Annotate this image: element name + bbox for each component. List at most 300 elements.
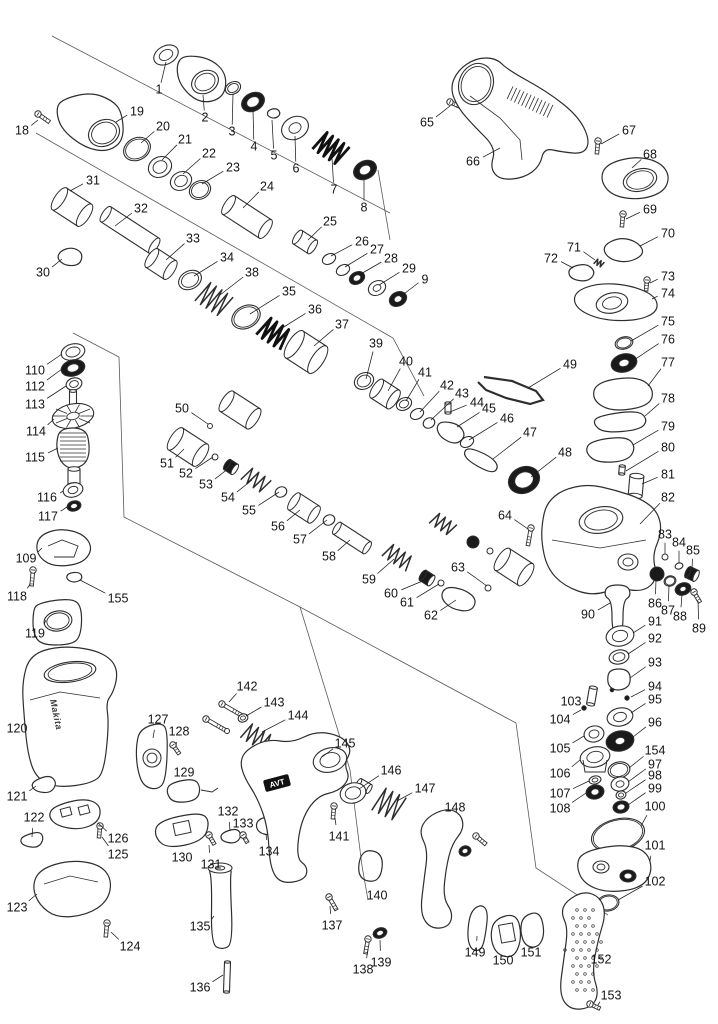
- part-number-label: 73: [661, 269, 675, 284]
- screw-148a: [471, 831, 488, 846]
- part-number-label: 59: [362, 572, 376, 587]
- ring-8: [350, 156, 380, 183]
- ring-57: [321, 513, 336, 527]
- ring-99: [612, 799, 630, 814]
- clutch-106: [578, 744, 612, 770]
- part-number-label: 139: [370, 955, 392, 970]
- part-number-label: 122: [23, 810, 45, 825]
- controller-129: [167, 780, 199, 802]
- cylinder-63a: [491, 546, 537, 588]
- callout-57: [293, 520, 327, 547]
- screw-73: [643, 277, 651, 292]
- part-number-label: 155: [107, 591, 129, 606]
- callout-95: [631, 693, 662, 714]
- screw-89: [690, 588, 703, 604]
- part-number-label: 150: [492, 953, 514, 968]
- callout-96: [633, 716, 662, 738]
- plug-53: [222, 458, 240, 475]
- callout-117: [38, 507, 67, 524]
- callout-4: [251, 110, 258, 154]
- callout-103: [561, 695, 582, 709]
- callout-89: [692, 601, 706, 636]
- bearing-105: [583, 724, 606, 744]
- part-number-label: 98: [648, 768, 662, 783]
- callout-136: [190, 975, 223, 995]
- callout-78: [645, 392, 675, 417]
- callout-23: [202, 161, 240, 185]
- bracket-127-hole: [143, 749, 161, 767]
- pin-80: [619, 465, 626, 476]
- part-number-label: 76: [661, 332, 675, 347]
- knob-86: [650, 567, 664, 581]
- strip-149: [468, 906, 487, 951]
- callout-70: [640, 227, 675, 247]
- part-number-label: 133: [232, 816, 254, 831]
- construction-line: [73, 333, 608, 915]
- part-number-label: 153: [600, 988, 622, 1003]
- part-number-label: 80: [661, 440, 675, 455]
- spring-54: [241, 466, 272, 494]
- rod-136: [223, 961, 230, 993]
- callout-110: [25, 354, 62, 378]
- part-number-label: 148: [444, 800, 466, 815]
- part-number-label: 62: [424, 608, 438, 623]
- part-number-label: 146: [380, 763, 402, 778]
- part-number-label: 126: [107, 831, 129, 846]
- part-number-label: 135: [189, 919, 211, 934]
- part-number-label: 83: [658, 527, 672, 542]
- callout-63: [451, 561, 487, 587]
- callout-38: [220, 266, 259, 296]
- part-number-label: 28: [384, 251, 398, 266]
- part-number-label: 103: [560, 694, 582, 709]
- cover-101-hole1: [593, 861, 609, 873]
- plug-60: [418, 569, 437, 587]
- part-number-label: 95: [648, 692, 662, 707]
- part-number-label: 142: [236, 679, 258, 694]
- side-grip-135: [210, 866, 232, 949]
- part-number-label: 144: [287, 708, 309, 723]
- part-number-label: 131: [200, 857, 222, 872]
- part-number-label: 50: [175, 401, 189, 416]
- part-number-label: 19: [130, 104, 144, 119]
- callout-81: [642, 468, 675, 485]
- callout-105: [550, 736, 584, 756]
- callout-56: [271, 510, 300, 534]
- gear-96: [604, 728, 636, 753]
- rod-47: [465, 449, 498, 472]
- svg-text:Makita: Makita: [48, 698, 65, 731]
- callout-64: [498, 509, 528, 530]
- shaft-58: [331, 521, 373, 555]
- bearing-112: [59, 357, 86, 379]
- disc-88: [673, 581, 692, 598]
- spring-59: [382, 543, 414, 572]
- ring-21: [145, 153, 176, 182]
- screw-118: [28, 567, 36, 587]
- part-number-label: 138: [352, 962, 374, 977]
- part-number-label: 141: [328, 829, 350, 844]
- screw-133: [239, 831, 251, 845]
- washer-29: [366, 278, 388, 299]
- cylinder-50a: [216, 389, 264, 432]
- callout-1: [156, 62, 166, 97]
- clip-30: [58, 248, 82, 265]
- callout-93: [630, 656, 662, 679]
- ring-75: [614, 335, 634, 351]
- part-number-label: 7: [330, 182, 338, 197]
- part-number-label: 21: [178, 132, 192, 147]
- ring-84: [674, 562, 684, 570]
- screw-69: [619, 211, 627, 228]
- callout-142: [229, 680, 257, 703]
- part-number-label: 100: [644, 799, 666, 814]
- part-number-label: 85: [686, 543, 700, 558]
- boot-147: [372, 787, 407, 822]
- part-number-label: 25: [323, 214, 337, 229]
- callout-58: [322, 540, 350, 564]
- washer-139: [372, 926, 389, 940]
- callout-147: [397, 782, 435, 802]
- crank-housing-82: [542, 486, 661, 594]
- ring-34: [175, 266, 205, 293]
- part-number-label: 22: [202, 146, 216, 161]
- part-number-label: 147: [414, 781, 436, 796]
- part-number-label: 45: [482, 401, 496, 416]
- screw-124: [103, 920, 111, 938]
- callout-8: [361, 180, 368, 215]
- pin-103: [586, 685, 597, 706]
- part-number-label: 36: [308, 302, 322, 317]
- housing-82-boss: [618, 554, 638, 570]
- spring-7: [312, 131, 349, 166]
- bearing-116: [62, 481, 85, 500]
- callout-116: [37, 491, 63, 505]
- part-number-label: 63: [451, 560, 465, 575]
- callout-104: [550, 710, 581, 727]
- callout-18: [15, 120, 38, 138]
- part-number-label: 51: [160, 456, 174, 471]
- part-number-label: 84: [672, 535, 686, 550]
- part-number-label: 143: [263, 695, 285, 710]
- callout-121: [7, 786, 36, 804]
- part-number-label: 56: [271, 519, 285, 534]
- part-number-label: 41: [418, 365, 432, 380]
- callout-22: [183, 147, 216, 175]
- callout-34: [194, 251, 234, 277]
- callout-62: [424, 600, 456, 623]
- part-number-label: 3: [228, 124, 236, 139]
- part-number-label: 58: [322, 549, 336, 564]
- svg-text:AVT: AVT: [268, 777, 286, 790]
- part-number-label: 123: [6, 900, 28, 915]
- callout-140: [367, 889, 388, 903]
- callout-106: [550, 760, 580, 781]
- part-number-label: 82: [661, 490, 675, 505]
- callout-59: [362, 559, 394, 587]
- callout-114: [26, 419, 54, 439]
- callout-53: [199, 468, 229, 492]
- spring-38: [195, 281, 233, 317]
- part-number-label: 1: [155, 82, 163, 97]
- callout-41: [406, 366, 432, 402]
- wire-129: [201, 788, 218, 792]
- part-number-label: 30: [36, 265, 50, 280]
- callout-74: [652, 287, 675, 301]
- spring-36: [256, 316, 291, 350]
- callout-31: [70, 174, 100, 192]
- ring-28: [347, 269, 367, 287]
- part-number-label: 107: [549, 786, 571, 801]
- part-number-label: 20: [156, 119, 170, 134]
- cover-101: [578, 846, 651, 892]
- ring-55: [273, 485, 288, 499]
- callout-120: [7, 722, 28, 736]
- callout-123: [7, 894, 37, 915]
- ring-43: [421, 416, 436, 430]
- switch-151: [521, 913, 544, 947]
- handle-148: [421, 810, 463, 928]
- callout-90: [581, 603, 610, 622]
- part-number-label: 44: [470, 395, 484, 410]
- part-number-label: 145: [334, 736, 356, 751]
- part-number-label: 40: [399, 354, 413, 369]
- baffle-109: [37, 530, 91, 566]
- switch-130: [173, 820, 191, 835]
- part-number-label: 124: [119, 939, 141, 954]
- callout-143: [246, 696, 284, 717]
- part-number-label: 4: [250, 139, 258, 154]
- part-number-label: 108: [549, 801, 571, 816]
- part-number-label: 151: [520, 945, 542, 960]
- callout-50: [175, 402, 208, 425]
- plug-59b: [467, 536, 479, 548]
- ring-1: [150, 41, 181, 69]
- part-number-label: 78: [661, 391, 675, 406]
- ring-50: [208, 424, 213, 429]
- callout-153: [598, 989, 621, 1006]
- bearing-108: [585, 783, 606, 800]
- part-number-label: 97: [648, 757, 662, 772]
- part-number-label: 27: [370, 242, 384, 257]
- washer-148b: [458, 844, 473, 858]
- part-number-label: 39: [369, 336, 383, 351]
- callout-139: [371, 940, 392, 970]
- callout-84: [672, 536, 686, 564]
- wedge-72: [569, 265, 594, 281]
- screw-131: [205, 831, 218, 846]
- muzzle-32: [48, 185, 96, 229]
- part-number-label: 154: [644, 743, 666, 758]
- construction-line: [378, 170, 390, 240]
- part-number-label: 87: [661, 603, 675, 618]
- callout-152: [591, 953, 612, 967]
- screw-137: [325, 893, 340, 912]
- part-number-label: 134: [258, 844, 280, 859]
- part-number-label: 31: [86, 173, 100, 188]
- part-number-label: 74: [661, 286, 675, 301]
- part-number-label: 64: [498, 508, 512, 523]
- ring-59c: [487, 548, 493, 554]
- part-number-label: 75: [661, 314, 675, 329]
- callout-5: [271, 120, 278, 163]
- part-number-label: 149: [464, 945, 486, 960]
- callout-129: [174, 766, 195, 780]
- part-number-label: 129: [173, 765, 195, 780]
- bearing-117: [66, 499, 82, 512]
- part-number-label: 101: [644, 838, 666, 853]
- ring-20: [119, 133, 154, 166]
- part-number-label: 79: [661, 419, 675, 434]
- part-number-label: 38: [245, 265, 259, 280]
- part-number-label: 9: [421, 272, 429, 287]
- callout-3: [229, 94, 236, 139]
- part-number-label: 117: [38, 509, 58, 524]
- screw-128: [169, 741, 182, 756]
- bracket-78: [594, 412, 645, 432]
- part-number-label: 130: [171, 850, 193, 865]
- callout-48: [531, 446, 572, 478]
- part-number-label: 37: [335, 317, 349, 332]
- part-number-label: 35: [282, 284, 296, 299]
- part-number-label: 121: [6, 789, 28, 804]
- part-number-label: 86: [648, 596, 662, 611]
- lock-nut-37: [280, 328, 331, 377]
- part-number-label: 89: [692, 621, 706, 636]
- brush-holder-126: [50, 800, 100, 829]
- callout-33: [166, 232, 200, 261]
- holder-70: [604, 239, 642, 262]
- pin-104: [582, 706, 586, 710]
- part-number-label: 60: [384, 586, 398, 601]
- washer-107: [588, 775, 601, 785]
- part-number-label: 109: [15, 551, 37, 566]
- part-number-label: 88: [673, 609, 687, 624]
- part-number-label: 5: [270, 148, 278, 163]
- nut-98: [615, 790, 626, 800]
- bearing-9: [387, 289, 409, 310]
- part-number-label: 57: [293, 532, 307, 547]
- cylinder-56: [285, 491, 322, 525]
- callout-100: [641, 800, 665, 827]
- callout-46: [469, 412, 514, 441]
- callout-133: [233, 817, 254, 831]
- screw-67: [594, 138, 602, 155]
- part-number-label: 125: [107, 847, 129, 862]
- gasket-77: [594, 378, 653, 410]
- callout-71: [567, 241, 595, 261]
- callout-49: [528, 358, 577, 389]
- part-number-label: 55: [242, 503, 256, 518]
- part-number-label: 61: [400, 595, 414, 610]
- solenoid-62: [442, 587, 475, 610]
- callout-65: [420, 106, 450, 130]
- part-number-label: 106: [549, 766, 571, 781]
- knob-121: [32, 777, 55, 793]
- callout-73: [650, 270, 675, 284]
- callout-135: [190, 916, 214, 934]
- part-number-label: 136: [189, 980, 211, 995]
- part-number-label: 110: [25, 363, 45, 378]
- part-number-label: 92: [648, 631, 662, 646]
- barrel-32: [98, 205, 162, 255]
- part-number-label: 29: [402, 261, 416, 276]
- lever-132: [221, 830, 241, 843]
- part-number-label: 118: [7, 589, 27, 604]
- ring-63: [485, 585, 491, 591]
- washer-35: [228, 300, 265, 334]
- part-number-label: 112: [25, 379, 45, 394]
- part-number-label: 65: [420, 115, 434, 130]
- armature-115: [57, 428, 89, 468]
- callout-141: [329, 818, 350, 844]
- part-number-label: 54: [221, 490, 235, 505]
- callout-124: [111, 932, 140, 954]
- part-number-label: 8: [360, 200, 368, 215]
- pin-94: [625, 696, 629, 700]
- part-number-label: 94: [648, 679, 662, 694]
- callout-21: [162, 133, 192, 161]
- part-number-label: 114: [26, 424, 46, 439]
- part-number-label: 43: [455, 386, 469, 401]
- washer-143b: [225, 729, 230, 734]
- callout-88: [673, 594, 687, 624]
- bearing-91: [604, 623, 636, 648]
- part-number-label: 26: [355, 234, 369, 249]
- spring-71: [594, 258, 605, 267]
- callout-67: [601, 124, 636, 145]
- part-number-label: 119: [25, 626, 45, 641]
- cover-101-hole2: [620, 870, 636, 882]
- part-number-label: 77: [661, 355, 675, 370]
- gear-76: [609, 351, 639, 375]
- callout-155: [80, 580, 128, 606]
- callout-118: [7, 584, 30, 604]
- part-number-label: 137: [321, 918, 343, 933]
- callout-85: [686, 544, 700, 571]
- callout-115: [25, 448, 58, 465]
- part-number-label: 52: [179, 466, 193, 481]
- callout-131: [201, 845, 222, 872]
- spring-59a: [429, 512, 457, 537]
- callout-35: [250, 285, 296, 315]
- gear-95: [605, 705, 634, 728]
- part-number-label: 72: [544, 251, 558, 266]
- bracket-79: [587, 438, 634, 462]
- part-number-label: 93: [648, 655, 662, 670]
- part-number-label: 33: [186, 231, 200, 246]
- callout-20: [141, 120, 170, 144]
- part-number-label: 115: [25, 450, 45, 465]
- part-number-label: 24: [260, 179, 274, 194]
- part-number-label: 2: [201, 110, 209, 125]
- callout-137: [322, 906, 343, 933]
- part-number-label: 96: [648, 715, 662, 730]
- callout-150: [493, 954, 514, 968]
- part-number-label: 104: [549, 712, 571, 727]
- clip-5: [267, 109, 279, 118]
- sleeve-93: [608, 669, 630, 690]
- pin-94a: [610, 688, 614, 692]
- washer-97: [610, 775, 631, 792]
- part-number-label: 113: [25, 397, 45, 412]
- callout-83: [658, 528, 672, 555]
- callout-36: [279, 303, 322, 331]
- part-number-label: 105: [549, 741, 571, 756]
- part-number-label: 47: [523, 425, 537, 440]
- callout-25: [308, 215, 337, 241]
- part-number-label: 70: [661, 226, 675, 241]
